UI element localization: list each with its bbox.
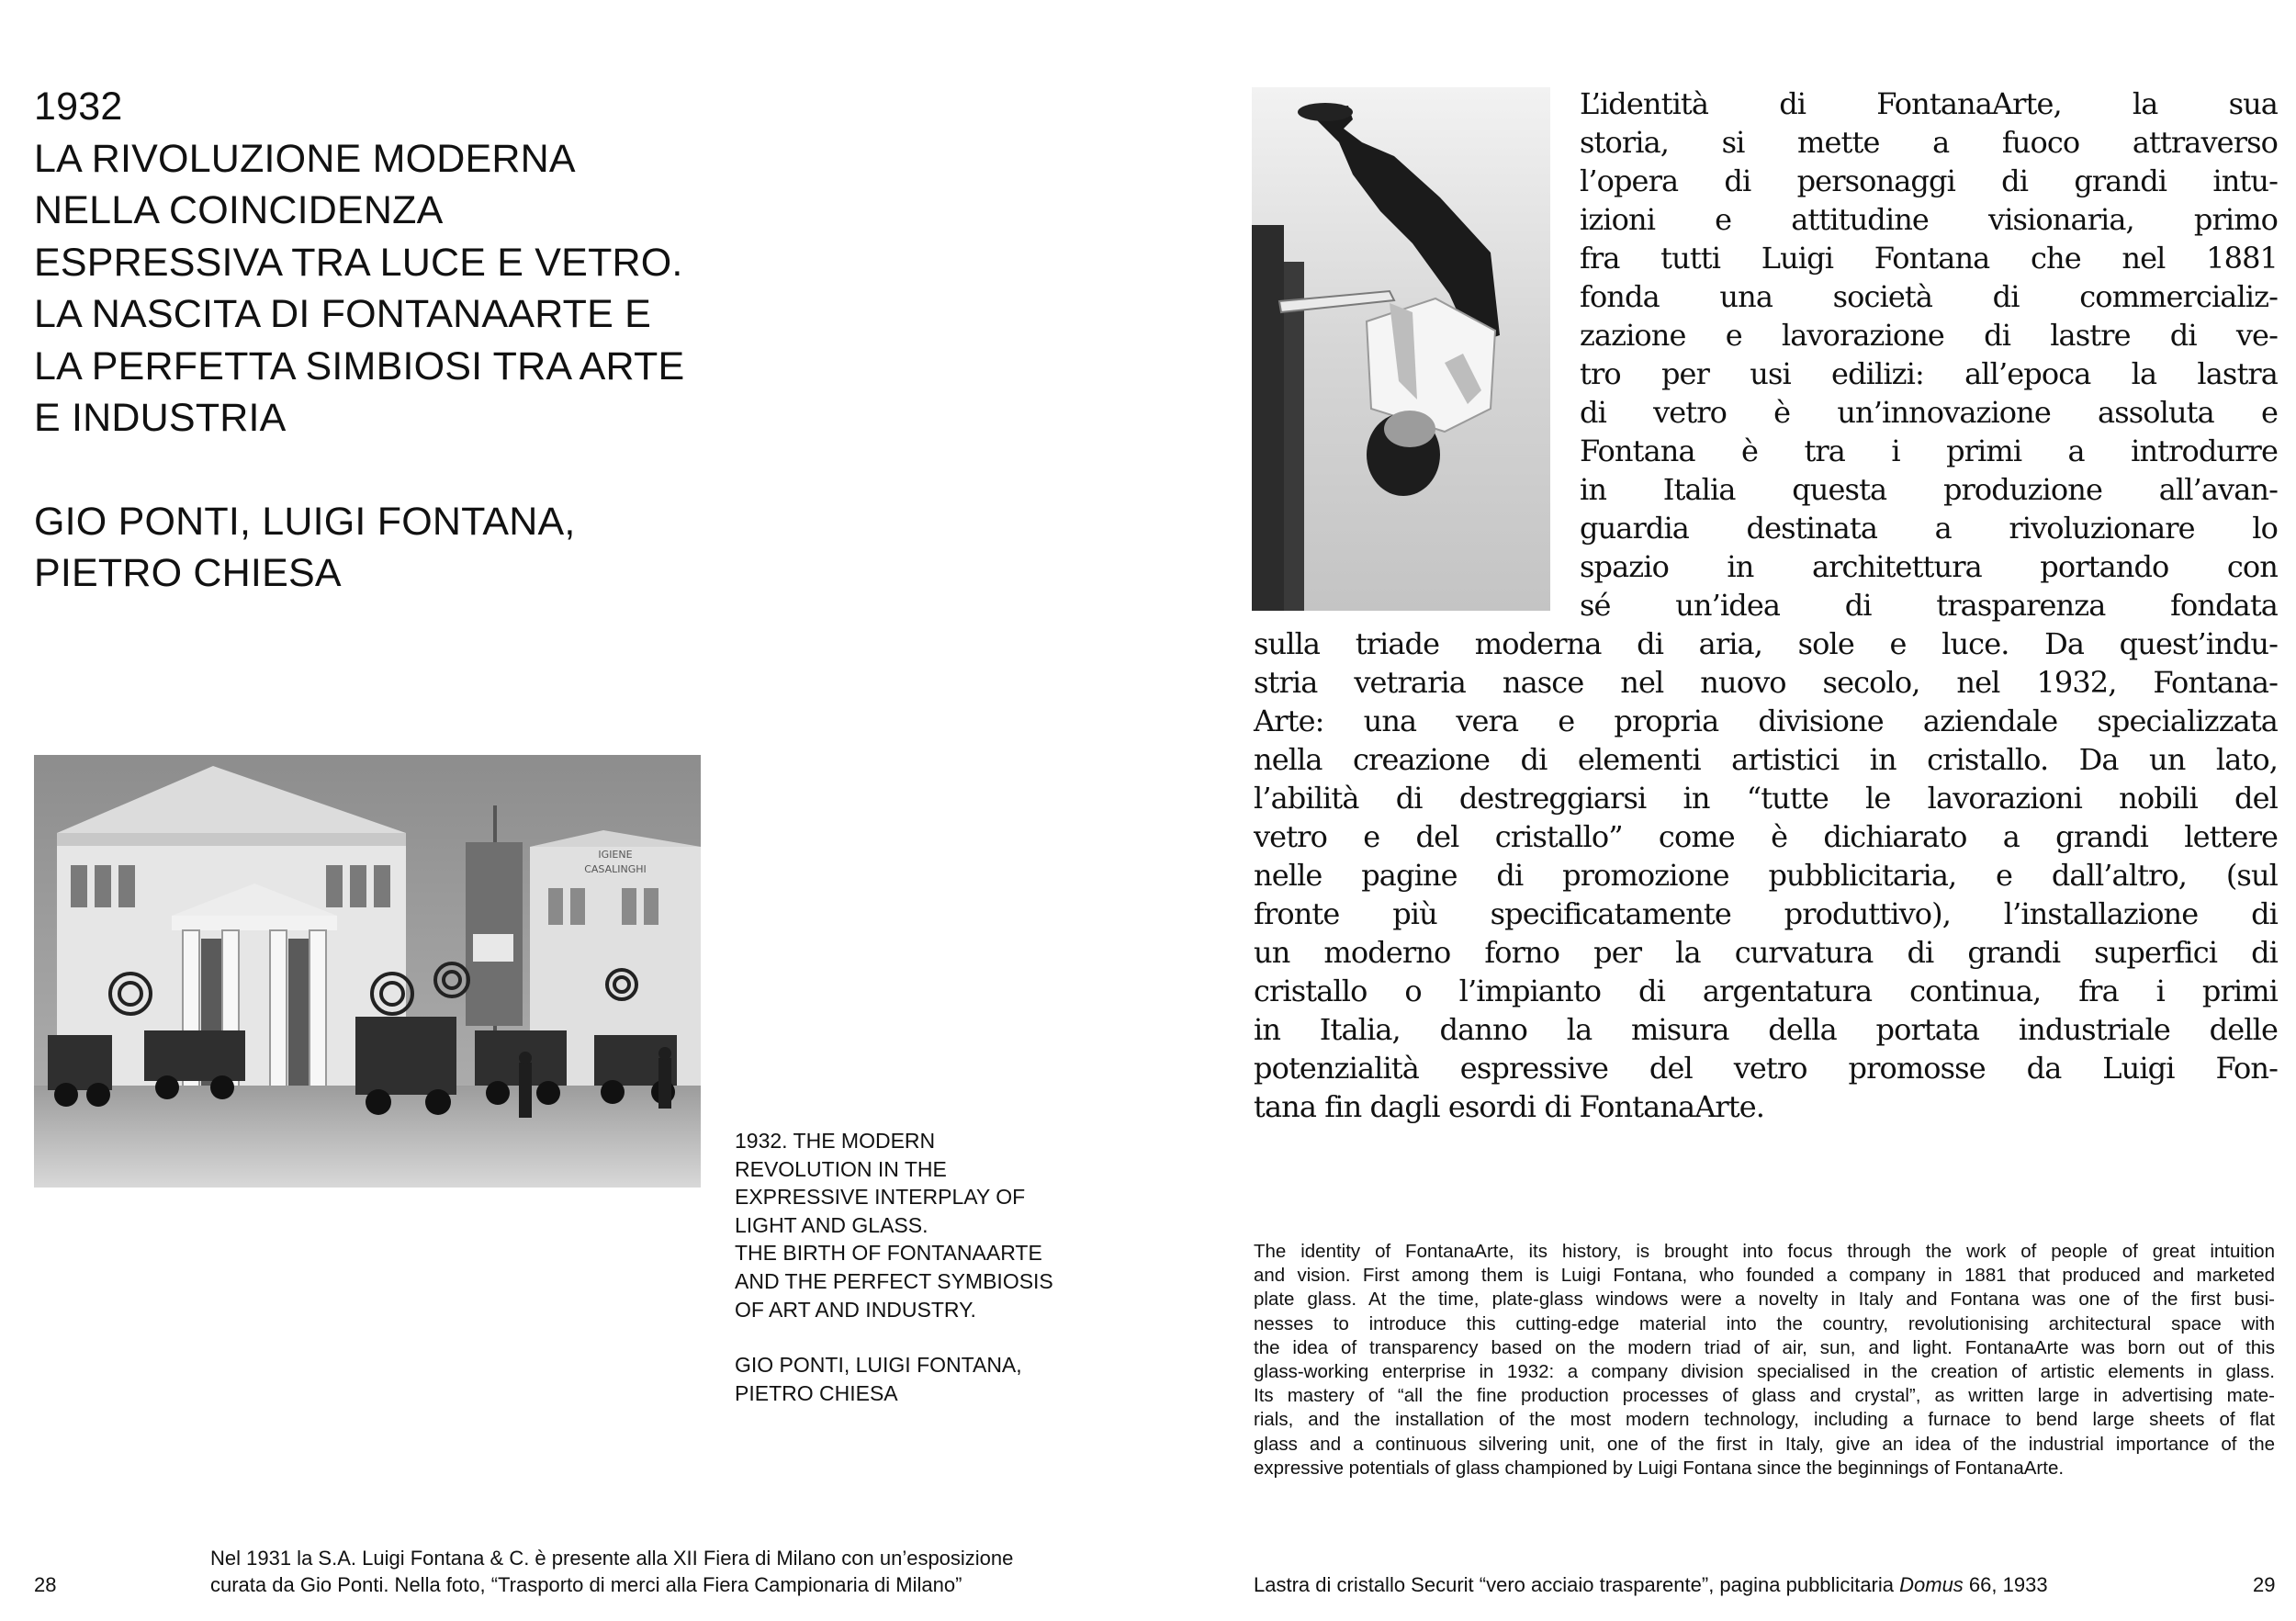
page-number-left: 28 (34, 1573, 57, 1596)
heading-line: LA NASCITA DI FONTANAARTE E (34, 292, 652, 336)
english-line: plate glass. At the time, plate-glass windows were a novelty in Italy and Fontana was one of the first busi- (1254, 1289, 2275, 1311)
body-line: nella creazione di elementi artistici in cristallo. Da un lato, (1254, 742, 2278, 777)
caption-line: OF ART AND INDUSTRY. (735, 1297, 976, 1322)
caption-line: LIGHT AND GLASS. (735, 1212, 929, 1237)
body-line: spazio in architettura portando con (1580, 549, 2278, 584)
body-line: vetro e del cristallo” come è dichiarato a grandi lettere (1254, 819, 2278, 854)
caption-text: Lastra di cristallo Securit “vero acciaio trasparente”, pagina pubblicitaria (1254, 1573, 1900, 1596)
chapter-heading (34, 81, 732, 600)
english-line: the idea of transparency based on the modern triad of air, sun, and light. FontanaArte was born out of this (1254, 1336, 2275, 1358)
body-line: guardia destinata a rivoluzionare lo (1580, 511, 2278, 546)
fair-photo-illustration (34, 755, 701, 1188)
body-line: storia, si mette a fuoco attraverso (1580, 125, 2278, 160)
magazine-title: Domus (1899, 1573, 1964, 1596)
heading-names-line: GIO PONTI, LUIGI FONTANA, (34, 499, 576, 544)
heading-line: ESPRESSIVA TRA LUCE E VETRO. (34, 240, 683, 285)
acrobat-photo (1252, 87, 1550, 611)
caption-names-line: PIETRO CHIESA (735, 1380, 898, 1405)
body-line: Arte: una vera e propria divisione aziendale specializzata (1254, 704, 2278, 738)
body-line: di vetro è un’innovazione assoluta e (1580, 395, 2278, 430)
heading-names-line: PIETRO CHIESA (34, 551, 342, 595)
body-line: tro per usi edilizi: all’epoca la lastra (1580, 356, 2278, 391)
caption-line: THE BIRTH OF FONTANAARTE (735, 1241, 1042, 1266)
footer-caption-line: Nel 1931 la S.A. Luigi Fontana & C. è presente alla XII Fiera di Milano con un’esposizione (210, 1547, 1014, 1570)
english-line: nesses to introduce this cutting-edge material into the country, revolutionising architectural space with (1254, 1312, 2275, 1334)
body-line: l’opera di personaggi di grandi intu- (1580, 163, 2278, 198)
english-line: and vision. First among them is Luigi Fontana, who founded a company in 1881 that produced and marketed (1254, 1265, 2275, 1287)
photo-caption-right (1254, 1571, 2048, 1598)
photo-caption-left (210, 1545, 1013, 1598)
caption-line: REVOLUTION IN THE (735, 1156, 947, 1181)
english-caption (735, 1127, 1084, 1407)
body-line: nelle pagine di promozione pubblicitaria, e dall’altro, (sul (1254, 858, 2278, 893)
english-line: Its mastery of “all the fine production processes of glass and crystal”, as written large in advertising mate- (1254, 1385, 2275, 1407)
italian-body-narrow (1580, 84, 2278, 625)
body-line: un moderno forno per la curvatura di grandi superfici di (1254, 935, 2278, 970)
italian-body-wide (1254, 625, 2278, 1126)
heading-line: E INDUSTRIA (34, 396, 287, 440)
acrobat-photo-illustration (1252, 87, 1550, 611)
caption-names-line: GIO PONTI, LUIGI FONTANA, (735, 1353, 1022, 1378)
caption-line: EXPRESSIVE INTERPLAY OF (735, 1185, 1026, 1210)
caption-issue: 66, 1933 (1963, 1573, 2048, 1596)
footer-caption-line: curata da Gio Ponti. Nella foto, “Trasporto di merci alla Fiera Campionaria di Milano” (210, 1573, 962, 1596)
page-number-right: 29 (2253, 1573, 2276, 1596)
english-line: glass and a continuous silvering unit, one of the first in Italy, give an idea of the industrial importance of the (1254, 1433, 2275, 1455)
body-line: sulla triade moderna di aria, sole e luce. Da quest’indu- (1254, 626, 2278, 661)
body-line: fonda una società di commercializ- (1580, 279, 2278, 314)
fair-photo (34, 755, 701, 1188)
body-line: in Italia, danno la misura della portata industriale delle (1254, 1012, 2278, 1047)
body-line: tana fin dagli esordi di FontanaArte. (1254, 1089, 1765, 1124)
body-line: fronte più specificatamente produttivo), l’installazione di (1254, 896, 2278, 931)
body-line: stria vetraria nasce nel nuovo secolo, nel 1932, Fontana- (1254, 665, 2278, 700)
body-line: l’abilità di destreggiarsi in “tutte le lavorazioni nobili del (1254, 781, 2278, 816)
english-line: glass-working enterprise in 1932: a company division specialised in the creation of artistic elements in glass. (1254, 1361, 2275, 1383)
english-line: rials, and the installation of the most modern technology, including a furnace to bend large sheets of flat (1254, 1409, 2275, 1431)
body-line: sé un’idea di trasparenza fondata (1580, 588, 2278, 623)
sign-text-casalinghi: CASALINGHI (584, 863, 647, 875)
body-line: in Italia questa produzione all’avan- (1580, 472, 2278, 507)
english-line: The identity of FontanaArte, its history, is brought into focus through the work of people of great intuition (1254, 1241, 2275, 1262)
caption-line: 1932. THE MODERN (735, 1129, 936, 1153)
body-line: fra tutti Luigi Fontana che nel 1881 (1580, 241, 2278, 276)
body-line: cristallo o l’impianto di argentatura continua, fra i primi (1254, 974, 2278, 1008)
heading-line: NELLA COINCIDENZA (34, 188, 444, 232)
caption-line: AND THE PERFECT SYMBIOSIS (735, 1268, 1053, 1293)
heading-line: LA PERFETTA SIMBIOSI TRA ARTE (34, 343, 685, 388)
heading-line: LA RIVOLUZIONE MODERNA (34, 136, 576, 181)
body-line: L’identità di FontanaArte, la sua (1580, 86, 2278, 121)
heading-line: 1932 (34, 84, 123, 129)
body-line: izioni e attitudine visionaria, primo (1580, 202, 2278, 237)
body-line: zazione e lavorazione di lastre di ve- (1580, 318, 2278, 353)
body-line: potenzialità espressive del vetro promosse da Luigi Fon- (1254, 1051, 2278, 1086)
body-line: Fontana è tra i primi a introdurre (1580, 433, 2278, 468)
sign-text-igiene: IGIENE (598, 849, 633, 861)
english-body (1254, 1240, 2275, 1480)
english-line: expressive potentials of glass championed by Luigi Fontana since the beginnings of FontanaArte. (1254, 1457, 2065, 1479)
